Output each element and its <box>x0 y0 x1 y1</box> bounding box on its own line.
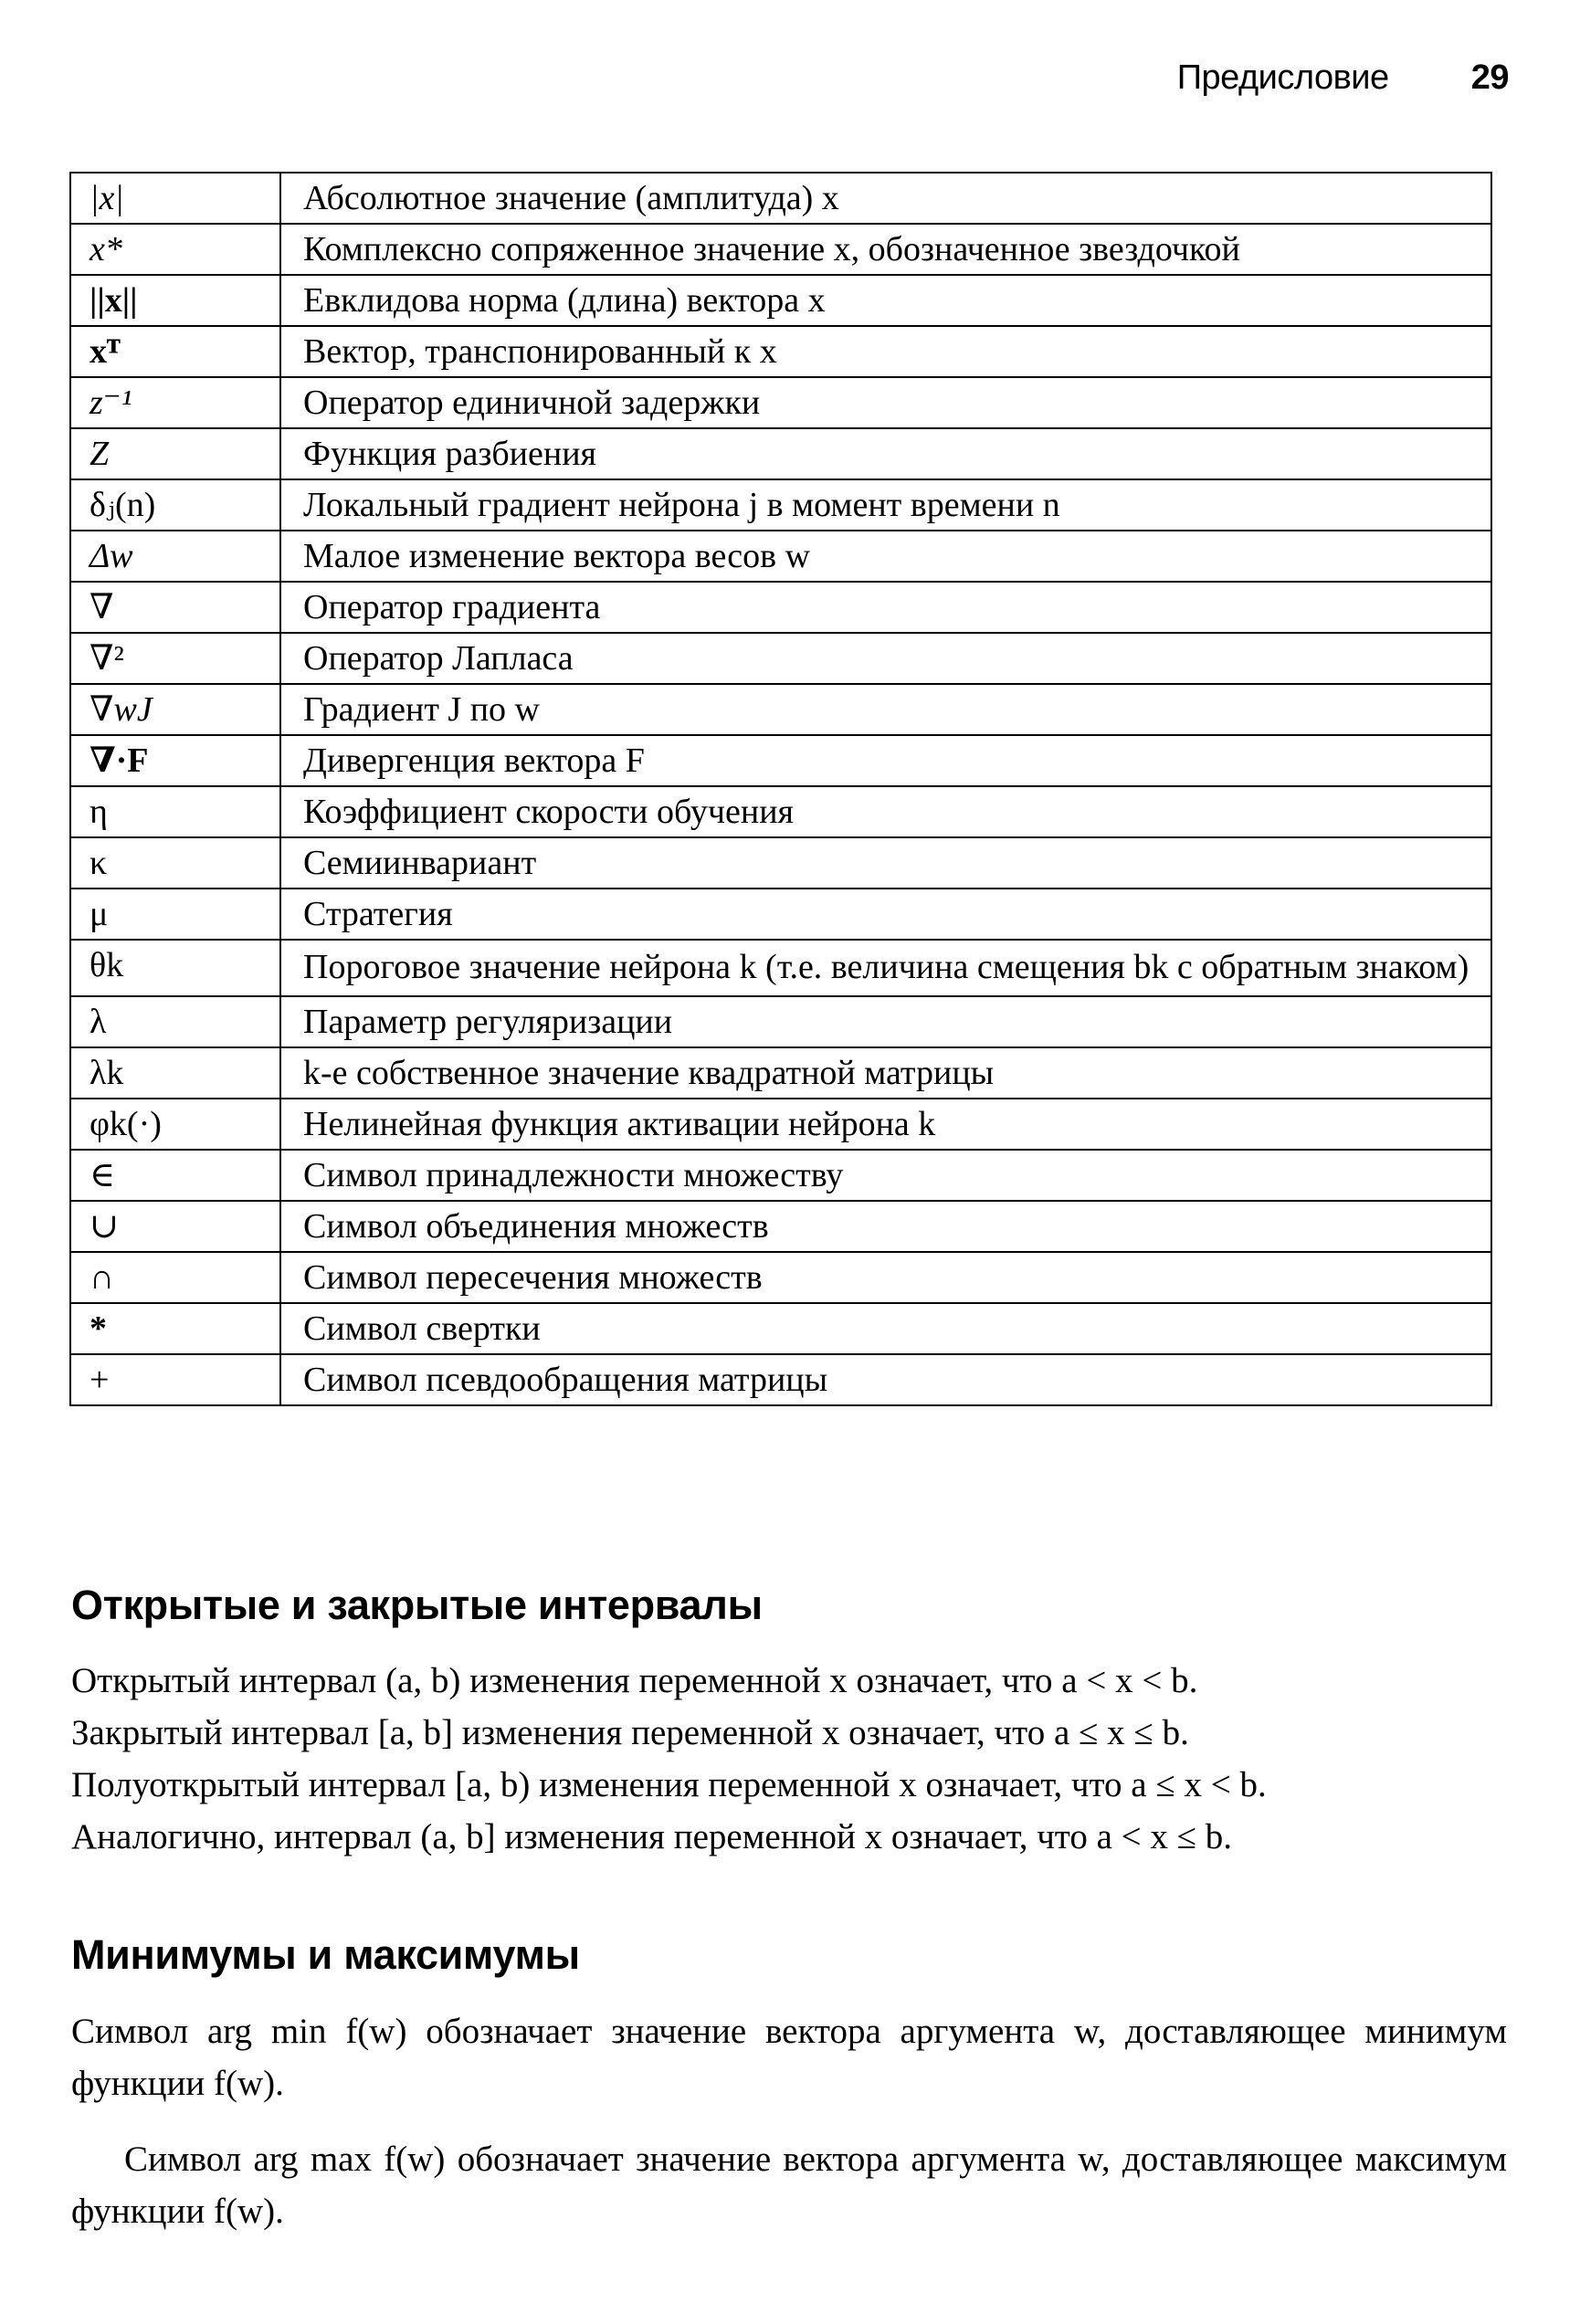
description-cell: Коэффициент скорости обучения <box>280 786 1491 837</box>
notation-table <box>69 172 1492 1406</box>
interval-line-closed: Закрытый интервал [a, b] изменения переменной x означает, что a ≤ x ≤ b. <box>71 1713 1189 1752</box>
table-row <box>70 1201 1491 1252</box>
table-row <box>70 1354 1491 1405</box>
table-row <box>70 1047 1491 1099</box>
symbol-cell: δⱼ(n) <box>70 479 280 531</box>
description-cell: Стратегия <box>280 889 1491 940</box>
symbol-cell: λ <box>70 996 280 1047</box>
description-cell: Оператор Лапласа <box>280 633 1491 684</box>
symbol-cell: |x| <box>70 173 280 224</box>
table-row <box>70 1303 1491 1354</box>
description-cell: Символ принадлежности множеству <box>280 1150 1491 1201</box>
interval-line-analogous: Аналогично, интервал (a, b] изменения переменной x означает, что a < x ≤ b. <box>71 1817 1233 1856</box>
intervals-paragraph <box>71 1655 1505 1863</box>
symbol-cell: μ <box>70 889 280 940</box>
table-row <box>70 1252 1491 1303</box>
symbol-cell: Z <box>70 428 280 479</box>
symbol-cell: κ <box>70 837 280 889</box>
description-cell: Оператор градиента <box>280 582 1491 633</box>
table-row <box>70 479 1491 531</box>
table-row <box>70 633 1491 684</box>
symbol-cell: Δw <box>70 531 280 582</box>
description-cell: Функция разбиения <box>280 428 1491 479</box>
table-row <box>70 531 1491 582</box>
interval-line-open: Открытый интервал (a, b) изменения переменной x означает, что a < x < b. <box>71 1661 1198 1700</box>
running-head-title: Предисловие <box>1176 58 1389 97</box>
symbol-cell: + <box>70 1354 280 1405</box>
argmin-paragraph: Символ arg min f(w) обозначает значение вектора аргумента w, доставляющее минимум функции f(w). <box>71 2012 1507 2103</box>
description-cell: Пороговое значение нейрона k (т.е. величина смещения bk с обратным знаком) <box>280 940 1491 996</box>
description-cell: Символ объединения множеств <box>280 1201 1491 1252</box>
symbol-cell: ∇² <box>70 633 280 684</box>
table-row <box>70 1150 1491 1201</box>
table-row <box>70 428 1491 479</box>
running-head <box>1177 58 1509 98</box>
description-cell: Дивергенция вектора F <box>280 735 1491 786</box>
interval-line-half-open: Полуоткрытый интервал [a, b) изменения переменной x означает, что a ≤ x < b. <box>71 1765 1267 1804</box>
description-cell: Абсолютное значение (амплитуда) x <box>280 173 1491 224</box>
symbol-cell: ∩ <box>70 1252 280 1303</box>
table-row <box>70 1099 1491 1150</box>
description-cell: Семиинвариант <box>280 837 1491 889</box>
table-row <box>70 326 1491 377</box>
table-row <box>70 837 1491 889</box>
symbol-cell: ∈ <box>70 1150 280 1201</box>
table-row <box>70 735 1491 786</box>
description-cell: Символ свертки <box>280 1303 1491 1354</box>
symbol-cell: φk(·) <box>70 1099 280 1150</box>
symbol-cell: ||x|| <box>70 275 280 326</box>
table-row <box>70 582 1491 633</box>
symbol-cell: x* <box>70 224 280 275</box>
table-row <box>70 940 1491 996</box>
symbol-cell: ∇·F <box>70 735 280 786</box>
description-cell: Параметр регуляризации <box>280 996 1491 1047</box>
description-cell: Символ пересечения множеств <box>280 1252 1491 1303</box>
table-row <box>70 377 1491 428</box>
section-heading-minmax: Минимумы и максимумы <box>71 1931 580 1978</box>
description-cell: Оператор единичной задержки <box>280 377 1491 428</box>
page-number: 29 <box>1470 58 1509 97</box>
symbol-cell: ∇wJ <box>70 684 280 735</box>
description-cell: k-е собственное значение квадратной матрицы <box>280 1047 1491 1099</box>
description-cell: Вектор, транспонированный к x <box>280 326 1491 377</box>
table-row <box>70 275 1491 326</box>
description-cell: Локальный градиент нейрона j в момент времени n <box>280 479 1491 531</box>
table-row <box>70 224 1491 275</box>
symbol-cell: z⁻¹ <box>70 377 280 428</box>
symbol-cell: η <box>70 786 280 837</box>
description-cell: Малое изменение вектора весов w <box>280 531 1491 582</box>
symbol-cell: λk <box>70 1047 280 1099</box>
symbol-cell: ∇ <box>70 582 280 633</box>
table-row <box>70 173 1491 224</box>
section-heading-intervals: Открытые и закрытые интервалы <box>71 1582 763 1628</box>
table-row <box>70 786 1491 837</box>
table-row <box>70 996 1491 1047</box>
symbol-cell: θk <box>70 940 280 996</box>
argmax-paragraph: Символ arg max f(w) обозначает значение вектора аргумента w, доставляющее максимум функции f(w). <box>71 2140 1507 2231</box>
symbol-cell: xᵀ <box>70 326 280 377</box>
table-row <box>70 889 1491 940</box>
description-cell: Нелинейная функция активации нейрона k <box>280 1099 1491 1150</box>
symbol-cell: * <box>70 1303 280 1354</box>
symbol-cell: ∪ <box>70 1201 280 1252</box>
description-cell: Градиент J по w <box>280 684 1491 735</box>
table-row <box>70 684 1491 735</box>
description-cell: Символ псевдообращения матрицы <box>280 1354 1491 1405</box>
description-cell: Комплексно сопряженное значение x, обозначенное звездочкой <box>280 224 1491 275</box>
description-cell: Евклидова норма (длина) вектора x <box>280 275 1491 326</box>
